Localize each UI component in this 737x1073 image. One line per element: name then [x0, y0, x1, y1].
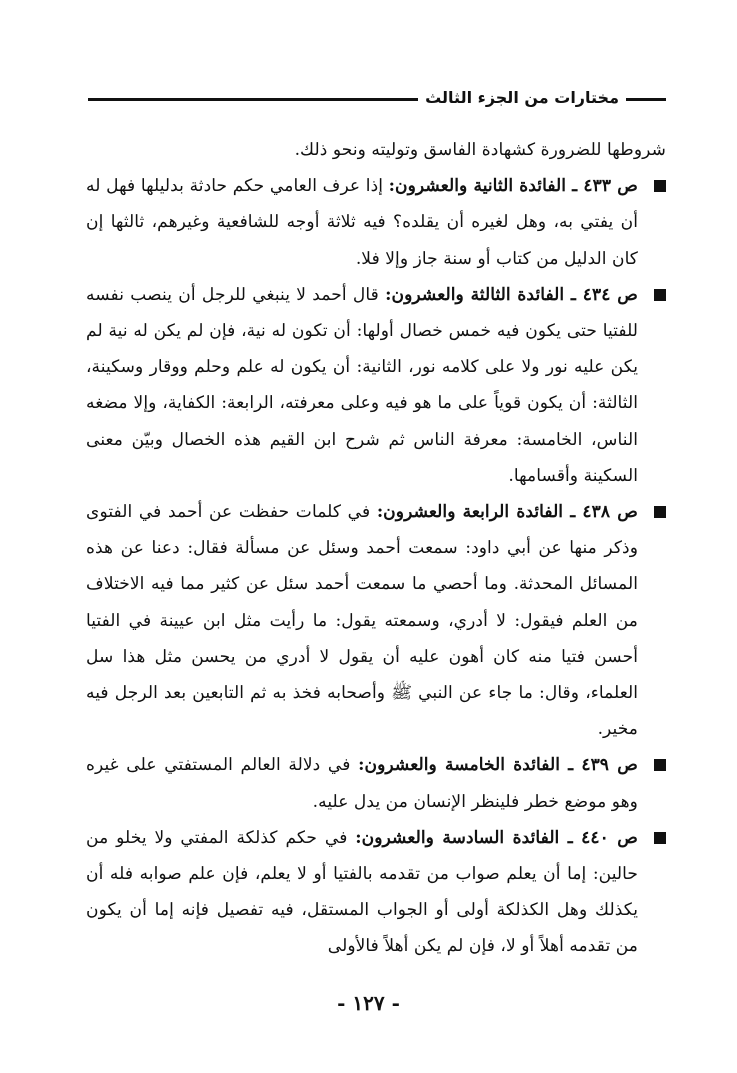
entry-text: في حكم كذلكة المفتي ولا يخلو من حالين: إما أن يعلم صواب من تقدمه بالفتيا أو لا يعلم، فإن علم صوابه فله أن يكذلك وهل الكذلكة أولى أو الجواب المستقل، فيه تفصيل فإنه إما أن يكون من تقدمه أهلاً أو لا، فإن لم يكن أهلاً فالأولى: [86, 827, 638, 957]
entry-paragraph: [86, 747, 666, 819]
entry-text: في دلالة العالم المستفتي على غيره وهو موضع خطر فلينظر الإنسان من يدل عليه.: [86, 755, 638, 812]
entry-text: قال أحمد لا ينبغي للرجل أن ينصب نفسه للفتيا حتى يكون فيه خمس خصال أولها: أن تكون له نية، فإن لم يكن له نية لم يكن عليه نور ولا على كلامه نور، الثانية: أن يكون له علم وحلم ووقار وسكينة، الثالثة: أن يكون قوياً على ما هو فيه وعلى معرفته، الرابعة: الكفاية، وإلا مضغه الناس، الخامسة: معرفة الناس ثم شرح ابن القيم هذه الخصال وبيّن معنى السكينة وأقسامها.: [86, 284, 638, 486]
running-head-title: مختارات من الجزء الثالث: [425, 88, 619, 107]
square-bullet-icon: [654, 759, 666, 771]
entry-reference: ص ٤٣٩ ـ الفائدة الخامسة والعشرون:: [358, 755, 638, 776]
entry-text: في كلمات حفظت عن أحمد في الفتوى وذكر منها عن أبي داود: سمعت أحمد وسئل عن مسألة فقال: دعنا عن هذه المسائل المحدثة. وما أحصي ما سمعت أحمد سئل عن كثير مما فيه الاختلاف من العلم فيقول: لا أدري، وسمعته يقول: ما رأيت مثل ابن عيينة في الفتيا أحسن فتيا منه كان أهون عليه أن يقول لا أدري من يحسن مثل هذا سل العلماء، وقال: ما جاء عن النبي ﷺ وأصحابه فخذ به ثم التابعين بعد الرجل فيه مخير.: [86, 502, 638, 740]
running-head-rule: [88, 98, 418, 101]
entry-reference: ص ٤٣٨ ـ الفائدة الرابعة والعشرون:: [376, 502, 638, 523]
entry-paragraph: [86, 494, 666, 747]
entry-reference: ص ٤٣٣ ـ الفائدة الثانية والعشرون:: [388, 176, 639, 197]
square-bullet-icon: [654, 180, 666, 192]
entry-text: إذا عرف العامي حكم حادثة بدليلها فهل له أن يفتي به، وهل لغيره أن يقلده؟ فيه ثلاثة أوجه للشافعية وغيرهم، ثالثها إن كان الدليل من كتاب أو سنة جاز وإلا فلا.: [86, 176, 638, 269]
running-head-short-rule: [626, 98, 666, 101]
paragraph-text: شروطها للضرورة كشهادة الفاسق وتوليته ونحو ذلك.: [294, 140, 666, 160]
entry-paragraph: [86, 820, 666, 965]
square-bullet-icon: [654, 832, 666, 844]
entry-reference: ص ٤٤٠ ـ الفائدة السادسة والعشرون:: [355, 827, 639, 848]
square-bullet-icon: [654, 289, 666, 301]
running-head: [88, 80, 666, 110]
page-number: - ١٢٧ -: [337, 991, 400, 1015]
entry-paragraph: [86, 168, 666, 277]
page-body: [86, 132, 666, 965]
entry-reference: ص ٤٣٤ ـ الفائدة الثالثة والعشرون:: [385, 284, 639, 305]
entry-paragraph: [86, 277, 666, 494]
square-bullet-icon: [654, 506, 666, 518]
paragraph-continuation: [86, 132, 666, 168]
